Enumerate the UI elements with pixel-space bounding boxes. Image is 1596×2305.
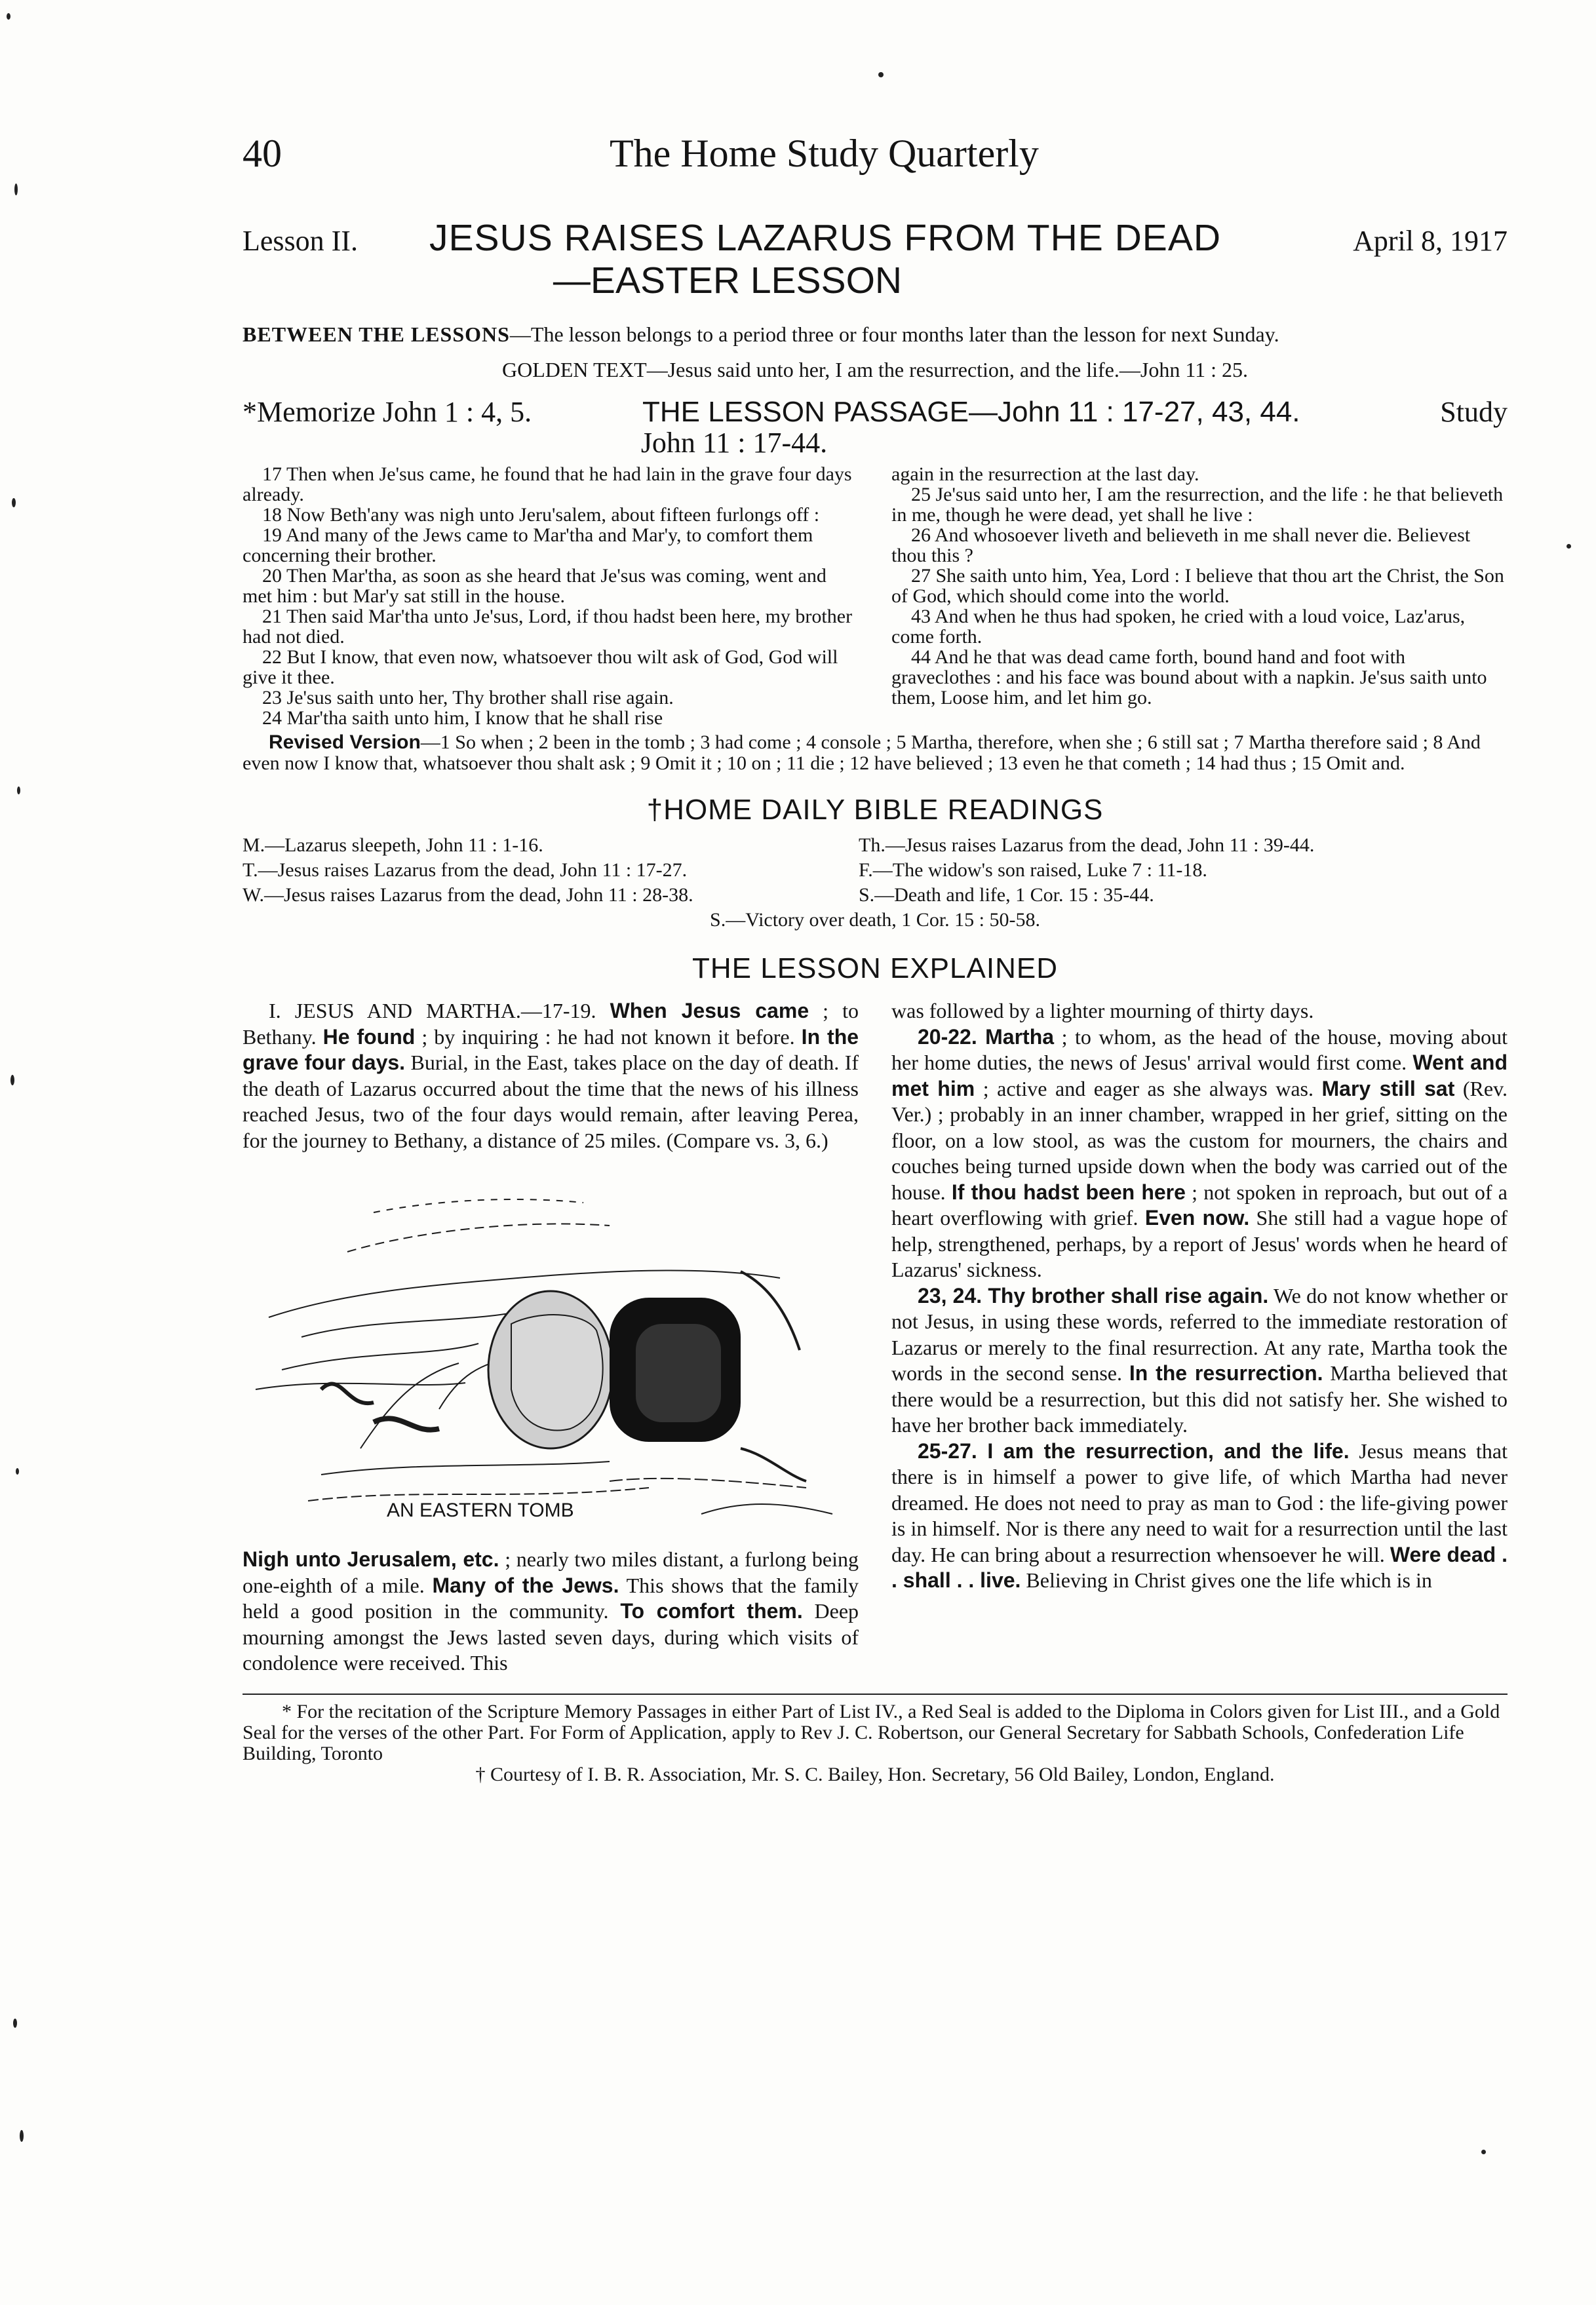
verse: 22 But I know, that even now, whatsoever thou wilt ask of God, God will give it thee.	[243, 646, 838, 688]
phrase: If thou hadst been here	[951, 1180, 1186, 1204]
verse: 21 Then said Mar'tha unto Je'sus, Lord, if thou hadst been here, my brother had not died.	[243, 606, 853, 648]
page	[243, 131, 1508, 1785]
comment: Jesus means that there is in himself a power to give life, of which Martha had never dreamed. He does not need to pray as man to God : the life-giving power is in himself. Nor is there any need to wait for a resurrection until the last day. He can bring about a resurrection whensoever he will.	[891, 1439, 1508, 1566]
phrase: 25-27. I am the resurrection, and the life.	[918, 1439, 1350, 1463]
comment: ; by inquiring : he had not known it before.	[415, 1024, 802, 1049]
phrase: He found	[322, 1024, 416, 1049]
lesson-passage	[243, 464, 1508, 728]
verse: 17 Then when Je'sus came, he found that he had lain in the grave four days already.	[243, 463, 852, 505]
passage-heading: THE LESSON PASSAGE—John 11 : 17-27, 43, 44.	[642, 396, 1300, 428]
reading-saturday: S.—Death and life, 1 Cor. 15 : 35-44.	[859, 884, 1154, 906]
reading-thursday: Th.—Jesus raises Lazarus from the dead, John 11 : 39-44.	[859, 834, 1315, 856]
scan-speck	[1481, 2150, 1486, 2154]
reading-tuesday: T.—Jesus raises Lazarus from the dead, John 11 : 17-27.	[243, 859, 688, 881]
explained-column-right	[891, 998, 1508, 1676]
lesson-heading	[243, 216, 1508, 260]
comment: We do not know whether or not Jesus, in using these words, referred to the immediate restoration of Lazarus or merely to the final resurrection. At any rate, Martha took the words in the second sense.	[891, 1283, 1508, 1385]
scan-speck	[1567, 544, 1571, 549]
passage-heading-row	[243, 395, 1508, 429]
phrase: When Jesus came	[610, 999, 809, 1022]
eastern-tomb-drawing	[243, 1173, 859, 1540]
phrase: Were dead . . shall . . live.	[891, 1542, 1508, 1592]
lesson-explained	[243, 998, 1508, 1676]
verse: 19 And many of the Jews came to Mar'tha and Mar'y, to comfort them concerning their brother.	[243, 524, 813, 566]
scan-speck	[878, 72, 884, 77]
scan-speck	[12, 498, 16, 507]
study-reference: John 11 : 17-44.	[640, 427, 828, 459]
page-number: 40	[243, 132, 282, 175]
comment: This shows that the family held a good position in the community.	[243, 1573, 859, 1623]
phrase: In the grave four days.	[243, 1024, 859, 1074]
study-label: Study	[1440, 396, 1508, 428]
phrase: Even now.	[1144, 1206, 1250, 1230]
phrase: In the resurrection.	[1129, 1361, 1323, 1385]
phrase: 23, 24. Thy brother shall rise again.	[918, 1283, 1269, 1307]
verse: 44 And he that was dead came forth, bound hand and foot with graveclothes : and his face was bound about with a napkin. Je'sus saith unto them, Loose him, and let him go.	[891, 646, 1487, 708]
comment: ; active and eager as she always was.	[975, 1076, 1322, 1100]
explained-paragraph	[243, 998, 859, 1153]
explained-title: THE LESSON EXPLAINED	[692, 952, 1058, 984]
between-label: BETWEEN THE LESSONS	[243, 322, 510, 346]
explained-paragraph: was followed by a lighter mourning of thirty days.	[891, 999, 1314, 1022]
comment: Martha believed that there would be a resurrection, but this did not satisfy her. She wished to have her brother back immediately.	[891, 1361, 1508, 1437]
footnote-memory-passages: * For the recitation of the Scripture Memory Passages in either Part of List IV., a Red Seal is added to the Diploma in Colors given for List III., and a Gold Seal for the verses of the other Part. For Form of Application, apply to Rev J. C. Robertson, our General Secretary for Sabbath Schools, Confederation Life Building, Toronto	[243, 1700, 1500, 1764]
reading-monday: M.—Lazarus sleepeth, John 11 : 1-16.	[243, 834, 543, 856]
passage-column-right	[891, 464, 1508, 728]
comment: ; to whom, as the head of the house, moving about her home duties, the news of Jesus' arrival would first come.	[891, 1024, 1508, 1074]
explained-paragraph	[891, 1024, 1508, 1283]
scan-speck	[16, 1468, 19, 1475]
scan-speck	[14, 184, 18, 195]
verse: 25 Je'sus said unto her, I am the resurrection, and the life : he that believeth in me, though he were dead, yet shall he live :	[891, 484, 1504, 526]
daily-readings	[243, 833, 1508, 933]
phrase: Mary still sat	[1321, 1076, 1455, 1100]
revised-version-notes	[243, 732, 1508, 774]
section-heading: I. JESUS AND MARTHA.—17-19.	[269, 999, 596, 1022]
comment: Burial, in the East, takes place on the day of death. If the death of Lazarus occurred about the time that the news of his illness reached Jesus, two of the four days would remain, after leaving Perea, for the journey to Bethany, a distance of 25 miles. (Compare vs. 3, 6.)	[243, 1051, 859, 1152]
phrase: To comfort them.	[620, 1599, 803, 1623]
readings-title: †HOME DAILY BIBLE READINGS	[646, 794, 1104, 826]
comment: Deep mourning amongst the Jews lasted seven days, during which visits of condolence were received. This	[243, 1599, 859, 1675]
scan-speck	[13, 2019, 17, 2028]
comment: (Rev. Ver.) ; probably in an inner chamber, wrapped in her grief, sitting on the floor, on a low stool, as was the custom for mourners, the chairs and couches being turned upside down when the body was carried out of the house.	[891, 1076, 1508, 1204]
comment: ; not spoken in reproach, but out of a heart overflowing with grief.	[891, 1180, 1508, 1230]
phrase: Went and met him	[891, 1051, 1508, 1100]
reading-wednesday: W.—Jesus raises Lazarus from the dead, John 11 : 28-38.	[243, 884, 693, 906]
between-text: —The lesson belongs to a period three or four months later than the lesson for next Sunday.	[509, 322, 1279, 346]
phrase: 20-22. Martha	[918, 1024, 1055, 1049]
running-head	[243, 131, 1508, 190]
passage-column-left	[243, 464, 859, 728]
verse: 26 And whosoever liveth and believeth in me shall never die. Believest thou this ?	[891, 524, 1471, 566]
reading-sunday: S.—Victory over death, 1 Cor. 15 : 50-58.	[710, 909, 1040, 931]
verse: 23 Je'sus saith unto her, Thy brother shall rise again.	[262, 687, 674, 708]
explained-paragraph	[891, 1439, 1508, 1594]
golden-text: GOLDEN TEXT—Jesus said unto her, I am the resurrection, and the life.—John 11 : 25.	[501, 358, 1249, 381]
footnotes	[243, 1694, 1508, 1785]
phrase: Many of the Jews.	[432, 1573, 619, 1597]
comment: ; nearly two miles distant, a furlong being one-eighth of a mile.	[243, 1547, 859, 1597]
footnote-courtesy: † Courtesy of I. B. R. Association, Mr. S. C. Bailey, Hon. Secretary, 56 Old Bailey, London, England.	[475, 1763, 1275, 1785]
verse: 27 She saith unto him, Yea, Lord : I believe that thou art the Christ, the Son of God, which should come into the world.	[891, 565, 1504, 607]
lesson-number: Lesson II.	[243, 225, 358, 257]
verse: again in the resurrection at the last day.	[891, 463, 1199, 485]
verse: 43 And when he thus had spoken, he cried with a loud voice, Laz'arus, come forth.	[891, 606, 1466, 648]
lesson-title: JESUS RAISES LAZARUS FROM THE DEAD	[429, 217, 1222, 259]
lesson-date: April 8, 1917	[1353, 225, 1508, 257]
scan-speck	[10, 1075, 14, 1085]
lesson-subtitle: —EASTER LESSON	[553, 260, 903, 301]
reading-friday: F.—The widow's son raised, Luke 7 : 11-18.	[859, 859, 1207, 881]
scan-speck	[20, 2130, 24, 2142]
verse: 24 Mar'tha saith unto him, I know that he shall rise	[262, 707, 663, 729]
comment: ; to Bethany.	[243, 999, 859, 1049]
explained-paragraph	[243, 1547, 859, 1676]
explained-paragraph	[891, 1283, 1508, 1439]
comment: She still had a vague hope of help, strengthened, perhaps, by a report of Jesus' words when he heard of Lazarus' sickness.	[891, 1206, 1508, 1281]
verse: 20 Then Mar'tha, as soon as she heard that Je'sus was coming, went and met him : but Mar'y sat still in the house.	[243, 565, 827, 607]
verse: 18 Now Beth'any was nigh unto Jeru'salem, about fifteen furlongs off :	[262, 504, 820, 526]
comment: Believing in Christ gives one the life which is in	[1021, 1568, 1432, 1592]
scan-speck	[17, 786, 20, 794]
between-the-lessons	[243, 321, 1508, 347]
explained-column-left	[243, 998, 859, 1676]
revised-label: Revised Version	[269, 731, 421, 753]
phrase: Nigh unto Jerusalem, etc.	[243, 1547, 499, 1571]
publication-title: The Home Study Quarterly	[610, 132, 1039, 175]
memorize-note: *Memorize John 1 : 4, 5.	[243, 396, 532, 428]
revised-text: —1 So when ; 2 been in the tomb ; 3 had come ; 4 console ; 5 Martha, therefore, when she ; 6 still sat ; 7 Martha therefore said ; 8 And even now I know that, whatsoever thou shalt ask ; 9 Omit it ; 10 on ; 11 die ; 12 have believed ; 13 even he that cometh ; 14 had thus ; 15 Omit and.	[243, 731, 1481, 774]
tomb-illustration	[243, 1173, 859, 1540]
scan-speck	[7, 13, 10, 20]
illustration-caption: AN EASTERN TOMB	[387, 1499, 574, 1521]
